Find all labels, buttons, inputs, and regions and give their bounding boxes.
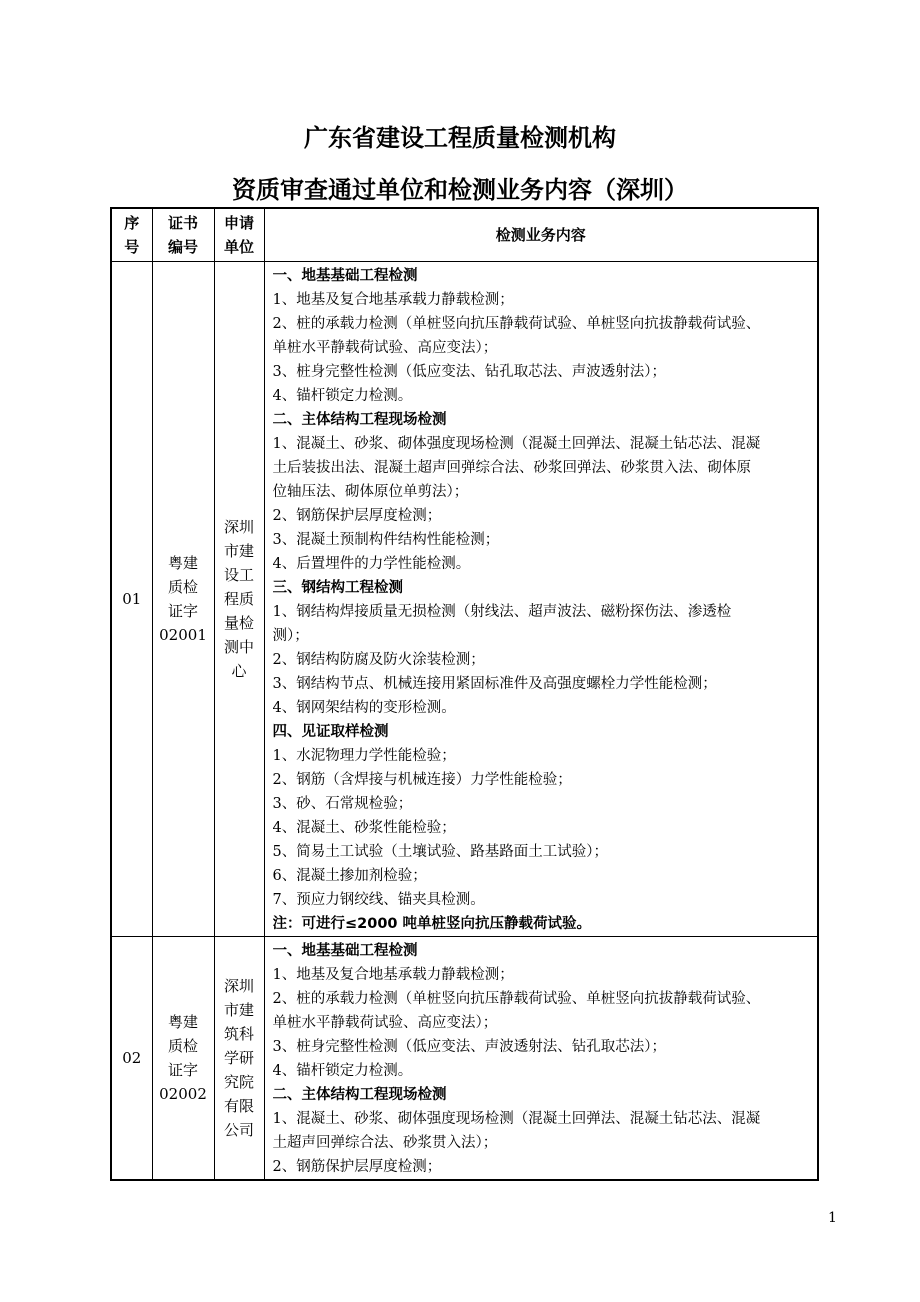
unit-text: 设工 xyxy=(223,566,254,584)
content-line: 3、混凝土预制构件结构性能检测； xyxy=(272,532,500,548)
content-cell xyxy=(264,937,818,1181)
unit-text: 有限 xyxy=(223,1097,254,1115)
header-text: 号 xyxy=(124,238,140,256)
content-line: 4、钢网架结构的变形检测。 xyxy=(272,700,456,716)
cert-text: 02001 xyxy=(159,626,207,644)
header-text: 申请 xyxy=(223,214,254,232)
unit-text: 市建 xyxy=(223,1001,254,1019)
unit-text: 深圳 xyxy=(223,518,254,536)
header-text: 序 xyxy=(124,214,140,232)
cert-text: 粤建 xyxy=(167,1013,198,1031)
seq-cell xyxy=(111,262,152,937)
seq-text: 02 xyxy=(122,1049,142,1067)
unit-cell xyxy=(214,937,264,1181)
unit-text: 究院 xyxy=(223,1073,254,1091)
section-heading: 四、见证取样检测 xyxy=(272,724,389,740)
unit-text: 公司 xyxy=(223,1121,254,1139)
table-header-row xyxy=(111,208,818,262)
content-line: 4、混凝土、砂浆性能检验； xyxy=(272,820,456,836)
content-line: 3、桩身完整性检测（低应变法、钻孔取芯法、声波透射法）； xyxy=(272,364,666,380)
header-text: 编号 xyxy=(167,238,198,256)
content-line: 土超声回弹综合法、砂浆贯入法）； xyxy=(272,1135,498,1151)
page-number: 1 xyxy=(828,1210,837,1226)
header-text: 单位 xyxy=(223,238,254,256)
unit-text: 心 xyxy=(231,662,247,680)
content-line: 1、混凝土、砂浆、砌体强度现场检测（混凝土回弹法、混凝土钻芯法、混凝 xyxy=(272,436,761,452)
content-line: 土后装拔出法、混凝土超声回弹综合法、砂浆回弹法、砂浆贯入法、砌体原 xyxy=(272,460,751,476)
cert-cell xyxy=(152,937,214,1181)
cert-text: 质检 xyxy=(167,1037,198,1055)
cert-text: 证字 xyxy=(167,1061,198,1079)
content-line: 7、预应力钢绞线、锚夹具检测。 xyxy=(272,892,485,908)
content-line: 3、砂、石常规检验； xyxy=(272,796,413,812)
content-line: 1、水泥物理力学性能检验； xyxy=(272,748,456,764)
content-line: 2、钢筋保护层厚度检测； xyxy=(272,508,442,524)
header-unit xyxy=(214,208,264,262)
cert-text: 粤建 xyxy=(167,554,198,572)
unit-text: 测中 xyxy=(223,638,254,656)
content-line: 6、混凝土掺加剂检验； xyxy=(272,868,427,884)
unit-cell xyxy=(214,262,264,937)
table-row xyxy=(111,937,818,1181)
cert-cell xyxy=(152,262,214,937)
section-heading: 二、主体结构工程现场检测 xyxy=(272,1087,447,1103)
content-cell xyxy=(264,262,818,937)
document-title: 广东省建设工程质量检测机构 xyxy=(304,124,616,152)
content-line: 2、桩的承载力检测（单桩竖向抗压静载荷试验、单桩竖向抗拔静载荷试验、 xyxy=(272,991,761,1007)
seq-cell xyxy=(111,937,152,1181)
cert-text: 证字 xyxy=(167,602,198,620)
unit-text: 程质 xyxy=(223,590,254,608)
header-content: 检测业务内容 xyxy=(264,208,818,262)
content-line: 2、钢筋（含焊接与机械连接）力学性能检验； xyxy=(272,772,572,788)
content-line: 单桩水平静载荷试验、高应变法）； xyxy=(272,1015,498,1031)
content-line: 位轴压法、砌体原位单剪法）； xyxy=(272,484,469,500)
section-heading: 注：可进行≤2000 吨单桩竖向抗压静载荷试验。 xyxy=(272,916,592,932)
document-subtitle: 资质审查通过单位和检测业务内容（深圳） xyxy=(232,176,688,204)
content-line: 测）； xyxy=(272,628,309,644)
content-line: 4、锚杆锁定力检测。 xyxy=(272,1063,413,1079)
unit-text: 深圳 xyxy=(223,977,254,995)
section-heading: 一、地基基础工程检测 xyxy=(272,268,418,284)
table-row xyxy=(111,262,818,937)
unit-text: 筑科 xyxy=(223,1025,254,1043)
cert-text: 质检 xyxy=(167,578,198,596)
content-line: 1、钢结构焊接质量无损检测（射线法、超声波法、磁粉探伤法、渗透检 xyxy=(272,604,732,620)
header-text: 证书 xyxy=(167,214,198,232)
content-line: 3、钢结构节点、机械连接用紧固标准件及高强度螺栓力学性能检测； xyxy=(272,676,717,692)
qualification-table xyxy=(110,207,819,1181)
content-line: 2、钢结构防腐及防火涂装检测； xyxy=(272,652,485,668)
content-line: 4、锚杆锁定力检测。 xyxy=(272,388,413,404)
content-line: 1、地基及复合地基承载力静载检测； xyxy=(272,967,514,983)
header-cert xyxy=(152,208,214,262)
unit-text: 市建 xyxy=(223,542,254,560)
content-line: 4、后置埋件的力学性能检测。 xyxy=(272,556,471,572)
section-heading: 一、地基基础工程检测 xyxy=(272,943,418,959)
unit-text: 学研 xyxy=(223,1049,254,1067)
cert-text: 02002 xyxy=(159,1085,207,1103)
content-line: 1、混凝土、砂浆、砌体强度现场检测（混凝土回弹法、混凝土钻芯法、混凝 xyxy=(272,1111,761,1127)
section-heading: 三、钢结构工程检测 xyxy=(272,580,403,596)
seq-text: 01 xyxy=(122,590,142,608)
content-line: 3、桩身完整性检测（低应变法、声波透射法、钻孔取芯法）； xyxy=(272,1039,666,1055)
section-heading: 二、主体结构工程现场检测 xyxy=(272,412,447,428)
content-line: 1、地基及复合地基承载力静载检测； xyxy=(272,292,514,308)
content-line: 5、简易土工试验（土壤试验、路基路面土工试验）； xyxy=(272,844,608,860)
content-line: 2、桩的承载力检测（单桩竖向抗压静载荷试验、单桩竖向抗拔静载荷试验、 xyxy=(272,316,761,332)
unit-text: 量检 xyxy=(223,614,254,632)
header-seq xyxy=(111,208,152,262)
content-line: 单桩水平静载荷试验、高应变法）； xyxy=(272,340,498,356)
content-line: 2、钢筋保护层厚度检测； xyxy=(272,1159,442,1175)
